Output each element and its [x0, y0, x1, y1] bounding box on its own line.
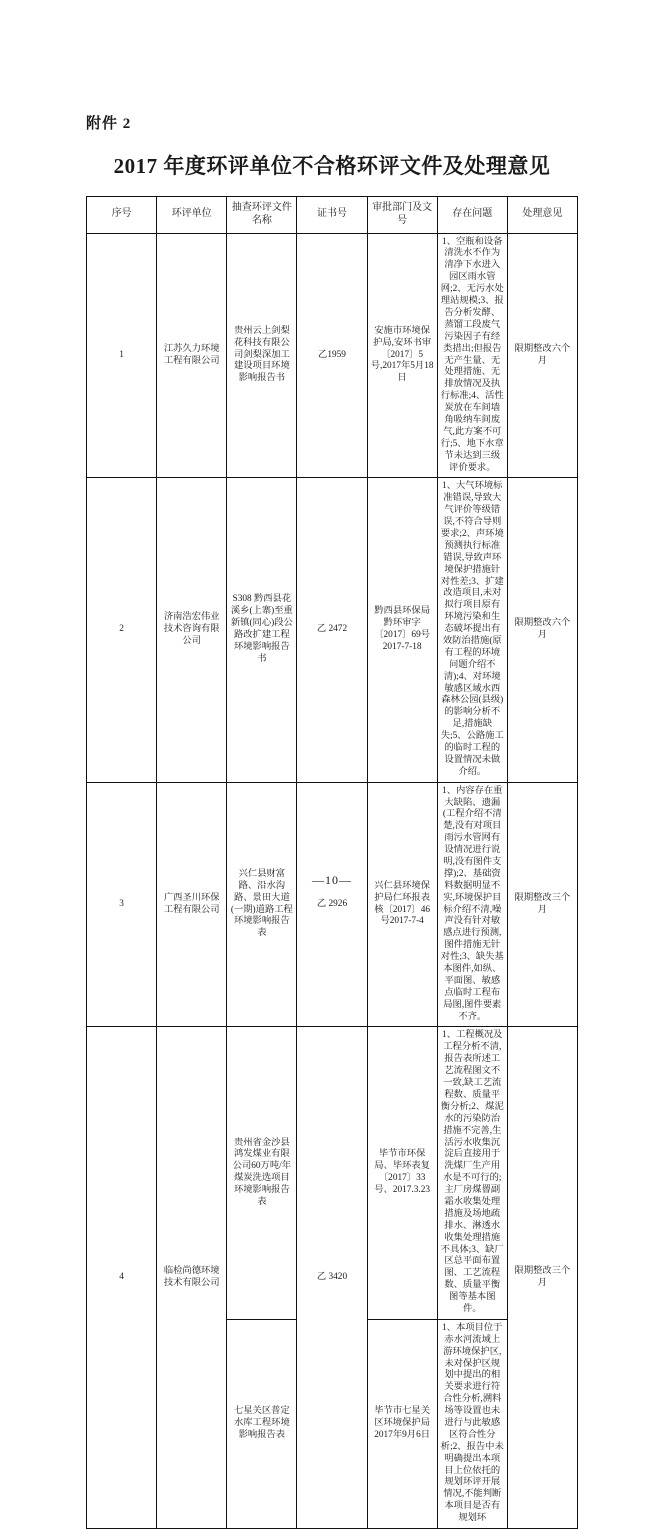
cell-index: 4: [87, 1027, 157, 1529]
cell-index: 1: [87, 233, 157, 478]
column-header-dept: 审批部门及文号: [367, 197, 437, 234]
cell-problems: 1、空瓶和设备清洗水不作为清净下水进入园区雨水管网;2、无污水处理站规模;3、报告分析发酵、蒸馏工段废气污染因子有经类措出;但报告无产生量、无处理措施、无排放情况及执行标准;4、活性炭放在车间墙角吸纳车间废气,此方案不可行;5、地下水章节未达到三级评价要求。: [437, 233, 507, 478]
cell-unit: 济南浩宏伟业技术咨询有限公司: [157, 478, 227, 782]
column-header-doc-name: 抽查环评文件名称: [227, 197, 297, 234]
attachment-label: 附件 2: [86, 116, 132, 132]
cell-cert: 乙1959: [297, 233, 367, 478]
cell-doc-name: S308 黔西县花溪乡(上寨)至重新镇(同心)段公路改扩建工程环境影响报告书: [227, 478, 297, 782]
column-header-index: 序号: [87, 197, 157, 234]
cell-problems: 1、大气环境标准错误,导致大气评价等级错误,不符合导则要求;2、声环境预测执行标准错误,导致声环境保护措施针对性差;3、扩建改造项目,未对拟行项目原有环境污染和生态破坏提出有效防治措施(原有工程的环境问题介绍不清);4、对环境敏感区域水西森林公园(县级)的影响分析不足,措施缺失;5、公路施工的临时工程的设置情况未做介绍。: [437, 478, 507, 782]
column-header-unit: 环评单位: [157, 197, 227, 234]
cell-problems: 1、内容存在重大缺陷、遗漏(工程介绍不清楚,没有对项目雨污水管网有设情况进行说明,没有图件支撑);2、基础资料数据明显不实,环境保护目标介绍不清,噪声没有针对敏感点进行预测,图件措施无针对性;3、缺失基本图件,如纵、平面图、敏感点临时工程布局图,图件要素不齐。: [437, 782, 507, 1027]
cell-problems: 1、本项目位于赤水河流域上游环境保护区,未对保护区规划中提出的相关要求进行符合性分析,溯料场等设置也未进行与此敏感区符合性分析;2、报告中未明确提出本项目上位依托的规划环评开展情况,不能判断本项目是否有规划环: [437, 1319, 507, 1528]
cell-unit: 江苏久力环境工程有限公司: [157, 233, 227, 478]
cell-dept: 毕节市七星关区环境保护局2017年9月6日: [367, 1319, 437, 1528]
table-row: [87, 478, 578, 782]
cell-index: 2: [87, 478, 157, 782]
table-header: [87, 197, 578, 234]
cell-unit: 广西圣川环保工程有限公司: [157, 782, 227, 1027]
cell-opinion: 限期整改三个月: [507, 782, 577, 1027]
cell-dept: 安施市环境保护局,安环书审〔2017〕5号,2017年5月18日: [367, 233, 437, 478]
cell-opinion: 限期整改六个月: [507, 233, 577, 478]
cell-dept: 兴仁县环境保护局仁环报表核〔2017〕46号2017-7-4: [367, 782, 437, 1027]
cell-index: 3: [87, 782, 157, 1027]
column-header-opinion: 处理意见: [507, 197, 577, 234]
noncompliance-table: [86, 196, 578, 1529]
column-header-problems: 存在问题: [437, 197, 507, 234]
page-number: —10—: [312, 873, 352, 887]
cell-dept: 黔西县环保局黔环审字〔2017〕69号2017-7-18: [367, 478, 437, 782]
column-header-cert: 证书号: [297, 197, 367, 234]
cell-unit: 临检尚德环境技术有限公司: [157, 1027, 227, 1529]
cell-cert: 乙 2472: [297, 478, 367, 782]
page-title: 2017 年度环评单位不合格环评文件及处理意见: [113, 154, 551, 178]
cell-opinion: 限期整改三个月: [507, 1027, 577, 1529]
cell-dept: 毕节市环保局、毕环表复〔2017〕33号、2017.3.23: [367, 1027, 437, 1319]
cell-doc-name: 七星关区普定水库工程环境影响报告表: [227, 1319, 297, 1528]
cell-doc-name: 兴仁县财富路、沿水沟路、景田大道(一期)道路工程环境影响报告表: [227, 782, 297, 1027]
cell-problems: 1、工程概况及工程分析不清,报告表所述工艺流程图文不一致,缺工艺流程数、质量平衡分析;2、煤泥水的污染防治措施不完善,生活污水收集沉淀后直接用于洗煤厂生产用水是不可行的;主厂房煤罾副霜水收集处理措施及场地疏排水、淋透水收集处理措施不具体;3、缺厂区总平面布置图、工艺流程数、质量平衡图等基本图件。: [437, 1027, 507, 1319]
table-row: [87, 782, 578, 1027]
cell-cert: 乙 3420: [297, 1027, 367, 1529]
cell-cert: 乙 2926: [297, 782, 367, 1027]
table-row: [87, 1027, 578, 1319]
table-row: [87, 233, 578, 478]
cell-doc-name: 贵州省金沙县鸿发煤业有限公司60万吨/年煤炭洗选项目环境影响报告表: [227, 1027, 297, 1319]
cell-opinion: 限期整改六个月: [507, 478, 577, 782]
table-header-row: [87, 197, 578, 234]
cell-doc-name: 贵州云上剑梨花科技有限公司剑梨深加工建设项目环境影响报告书: [227, 233, 297, 478]
